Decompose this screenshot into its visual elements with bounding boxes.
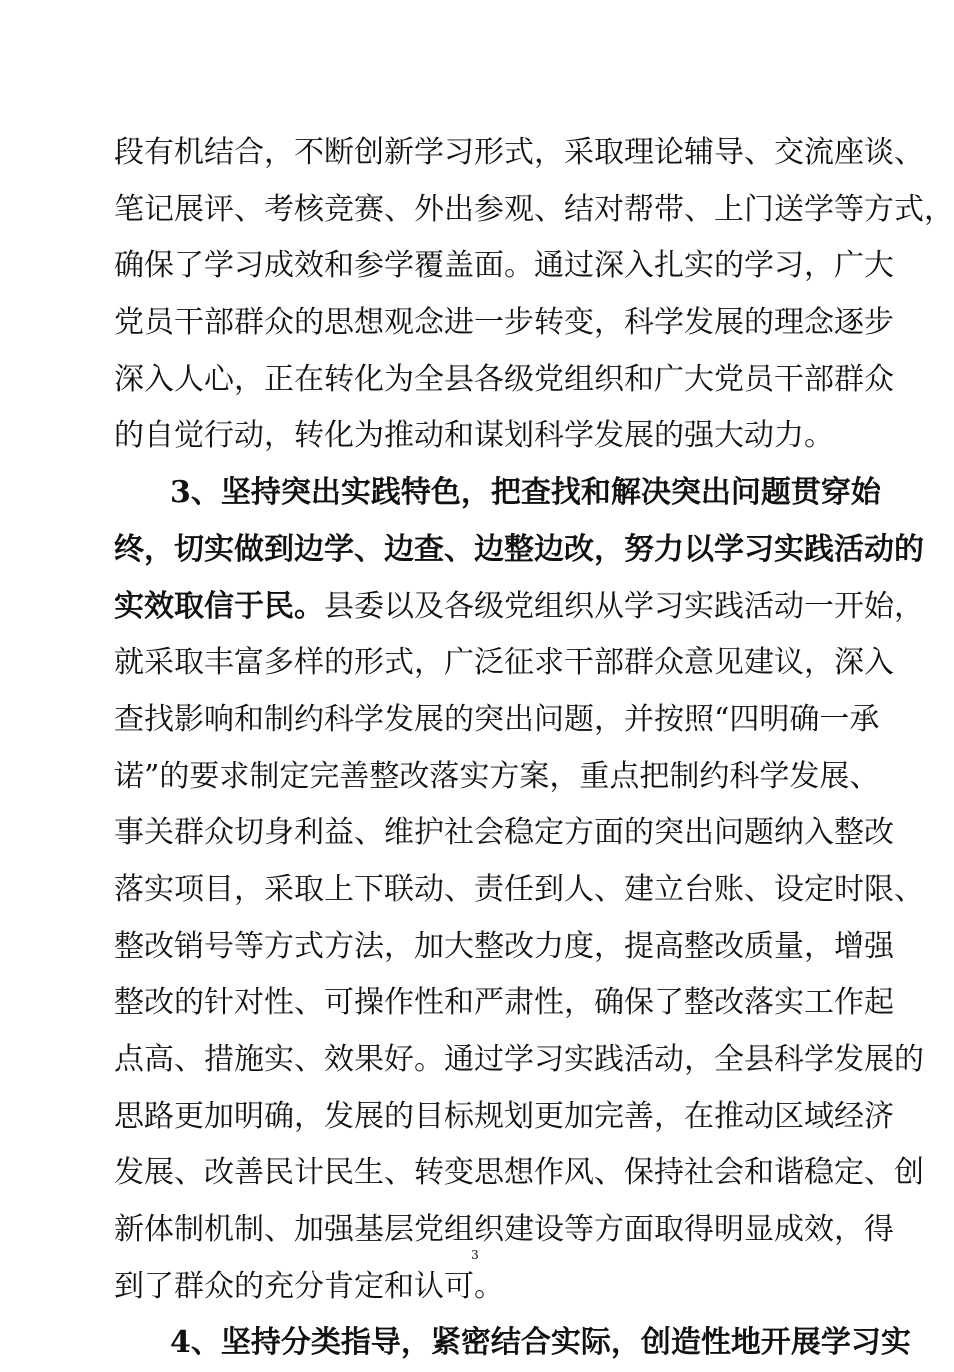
page-number: 3 xyxy=(471,1248,479,1262)
text-run: 县委以及各级党组织从学习实践活动一开始， xyxy=(324,588,924,624)
text-line: 就采取丰富多样的形式，广泛征求干部群众意见建议，深入 xyxy=(114,645,894,681)
text-line: 诺”的要求制定完善整改落实方案，重点把制约科学发展、 xyxy=(114,758,880,794)
text-line: 段有机结合，不断创新学习形式，采取理论辅导、交流座谈、 xyxy=(114,135,924,170)
text-line: 发展、改善民计民生、转变思想作风、保持社会和谐稳定、创 xyxy=(114,1155,924,1191)
text-line: 到了群众的充分肯定和认可。 xyxy=(114,1268,504,1304)
body-text xyxy=(114,125,954,1372)
section-heading-text: 终，切实做到边学、边查、边整边改，努力以学习实践活动的 xyxy=(114,531,924,567)
text-line: 整改销号等方式方法，加大整改力度，提高整改质量，增强 xyxy=(114,928,894,964)
text-line: 整改的针对性、可操作性和严肃性，确保了整改落实工作起 xyxy=(114,985,894,1021)
section-heading-line xyxy=(114,522,924,579)
text-line: 确保了学习成效和参学覆盖面。通过深入扎实的学习，广大 xyxy=(114,248,894,284)
text-line: 的自觉行动，转化为推动和谋划科学发展的强大动力。 xyxy=(114,418,834,454)
text-line: 事关群众切身利益、维护社会稳定方面的突出问题纳入整改 xyxy=(114,815,894,851)
text-line: 思路更加明确，发展的目标规划更加完善，在推动区域经济 xyxy=(114,1098,894,1134)
section-heading-text: 实效取信于民。 xyxy=(114,588,324,624)
text-line: 查找影响和制约科学发展的突出问题，并按照“四明确一承 xyxy=(114,701,880,737)
text-line: 新体制机制、加强基层党组织建设等方面取得明显成效，得 xyxy=(114,1212,894,1248)
text-line: 点高、措施实、效果好。通过学习实践活动，全县科学发展的 xyxy=(114,1042,924,1077)
section-heading-line xyxy=(114,465,881,522)
section-heading-text: 3、坚持突出实践特色，把查找和解决突出问题贯穿始 xyxy=(170,475,881,511)
text-line: 深入人心，正在转化为全县各级党组织和广大党员干部群众 xyxy=(114,361,894,397)
section-heading-line xyxy=(114,1315,911,1372)
section-heading-text: 4、坚持分类指导，紧密结合实际，创造性地开展学习实 xyxy=(170,1325,911,1361)
text-line: 落实项目，采取上下联动、责任到人、建立台账、设定时限、 xyxy=(114,871,924,907)
section-heading-line xyxy=(114,579,924,636)
text-line: 笔记展评、考核竞赛、外出参观、结对帮带、上门送学等方式， xyxy=(114,191,954,227)
text-line: 党员干部群众的思想观念进一步转变，科学发展的理念逐步 xyxy=(114,305,894,341)
